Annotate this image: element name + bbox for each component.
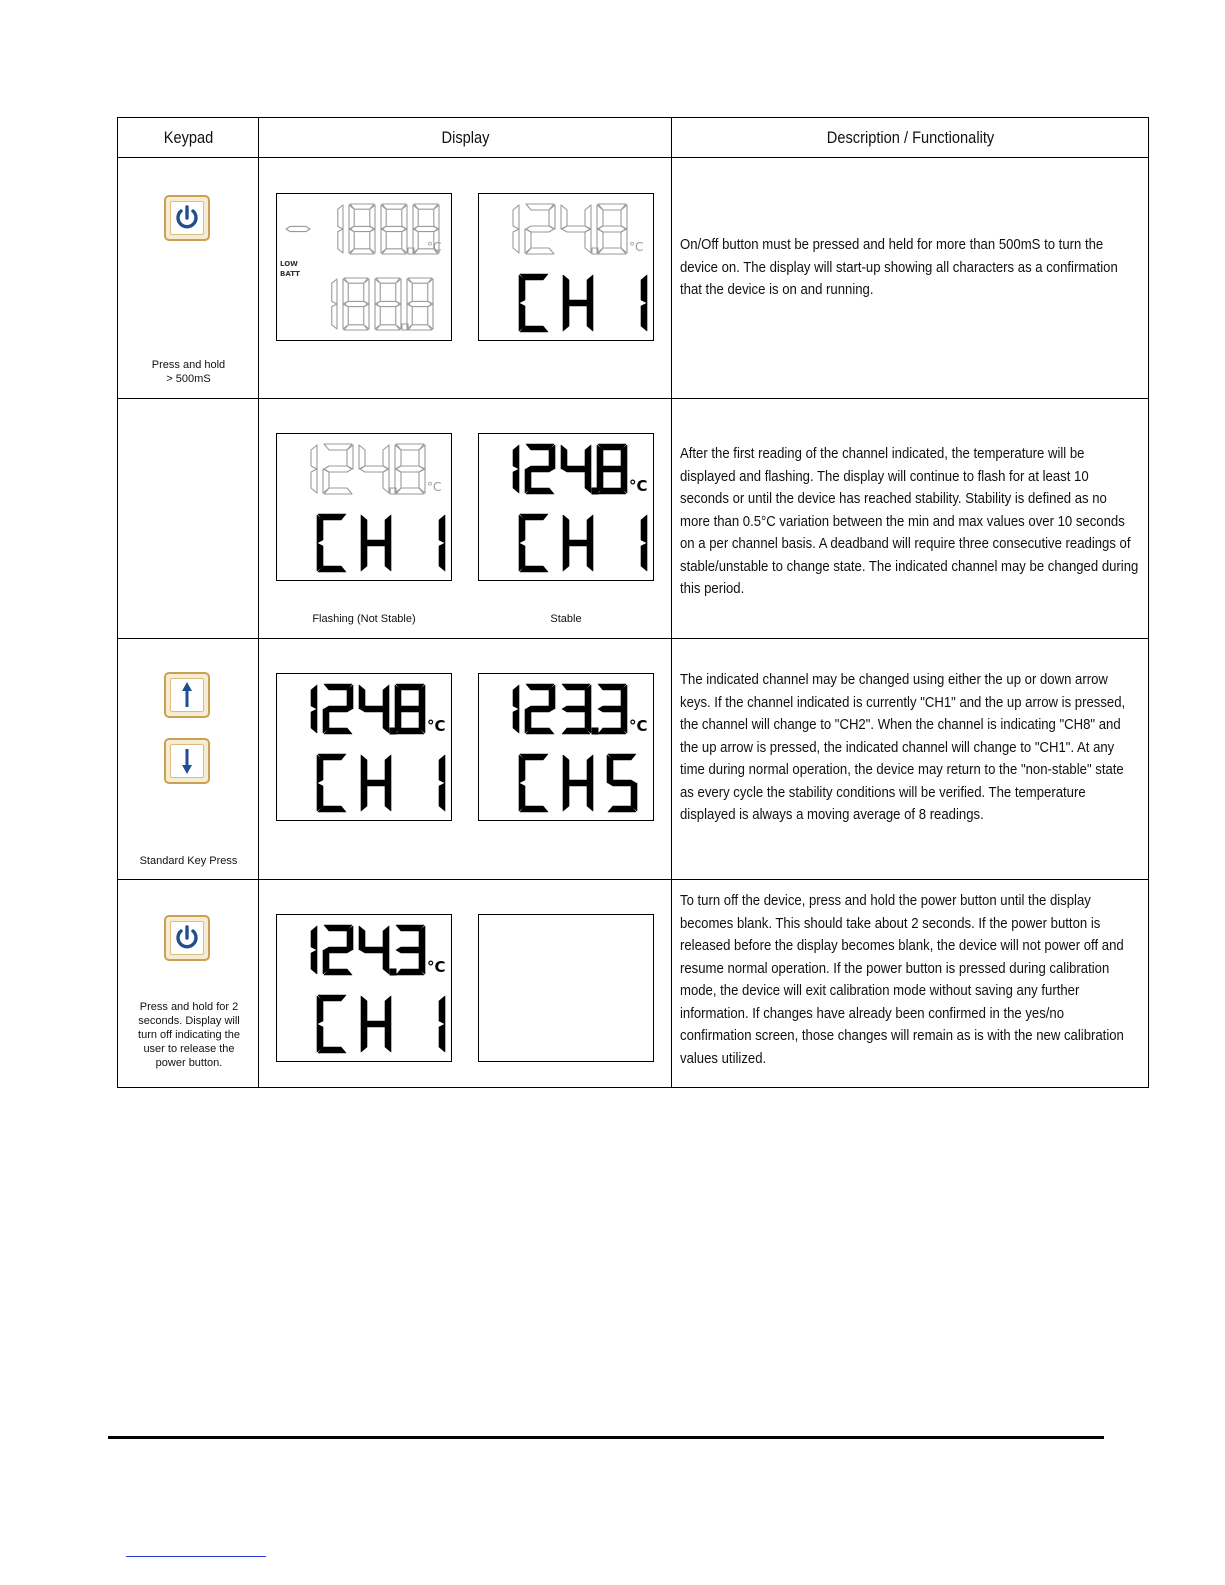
lcd-segment	[608, 780, 636, 786]
footer-link-underline	[126, 1556, 266, 1557]
lcd-segment	[526, 488, 554, 494]
display-cell	[259, 158, 671, 398]
lcd-segment	[439, 543, 445, 571]
lcd-segment	[324, 969, 352, 975]
lcd-segment	[563, 755, 569, 783]
lcd-segment	[361, 783, 367, 811]
lcd-segment	[585, 229, 591, 253]
lcd-segment	[526, 706, 554, 712]
lcd-segment	[324, 706, 352, 712]
lcd-segment	[286, 226, 310, 231]
description-cell	[672, 399, 1148, 638]
description-text: The indicated channel may be changed using either the up or down arrow keys. If the channel indicated is currently "CH1" and the up arrow is pressed, the channel will change to "CH2". When the channel is indicating "CH8" and the up arrow is pressed, the indicated channel will change to "CH1". At any time during normal operation, the device may return to the "non-stable" state as every cycle the stability conditions will be verified. The temperature displayed is always a moving average of 8 readings.	[680, 672, 1126, 823]
low-batt-indicator: BATT	[280, 270, 300, 278]
lcd-segment	[439, 783, 445, 811]
decimal-point	[390, 969, 396, 975]
lcd-segment	[385, 783, 391, 811]
lcd-segment	[587, 275, 593, 303]
lcd-segment	[347, 445, 353, 469]
lcd-segment	[562, 706, 590, 712]
lcd-segment	[564, 300, 592, 306]
lcd-segment	[520, 326, 548, 332]
lcd-segment	[381, 229, 386, 253]
lcd-segment	[396, 947, 424, 953]
lcd-segment	[361, 543, 367, 571]
lcd-segment	[526, 466, 554, 472]
lcd-segments	[479, 194, 655, 342]
lcd-segment	[381, 205, 386, 229]
power-button[interactable]	[164, 915, 210, 961]
lcd-segment	[402, 205, 407, 229]
power-button[interactable]	[164, 195, 210, 241]
unit-label: °C	[629, 477, 648, 495]
lcd-segments	[479, 674, 655, 822]
lcd-segment	[563, 515, 569, 543]
lcd-segment	[376, 301, 400, 306]
lcd-segment	[585, 445, 591, 469]
lcd-segment	[564, 540, 592, 546]
lcd-segment	[641, 515, 647, 543]
lcd-segment	[383, 445, 389, 469]
description-cell	[672, 639, 1148, 879]
lcd-segment	[396, 466, 424, 472]
lcd-segment	[513, 709, 519, 733]
lcd-segment	[385, 543, 391, 571]
key-caption: Press and hold for 2 seconds. Display will turn off indicating the user to release the power button.	[138, 1001, 240, 1069]
lcd-segment	[362, 540, 390, 546]
lcd-segment	[318, 566, 346, 572]
lcd-segment	[608, 806, 636, 812]
description-cell	[672, 880, 1148, 1087]
lcd-segments	[277, 915, 453, 1063]
lcd-segment	[549, 205, 555, 229]
unit-label: °C	[427, 480, 442, 494]
lcd-segment	[318, 1047, 346, 1053]
header-description: Description / Functionality	[705, 118, 1115, 158]
lcd-segment	[413, 205, 418, 229]
lcd-segment	[587, 783, 593, 811]
lcd-segment	[396, 279, 401, 304]
lcd-display	[478, 433, 654, 581]
keypad-cell	[118, 639, 258, 879]
lcd-display	[478, 673, 654, 821]
lcd-segment	[414, 226, 438, 231]
down-arrow-icon	[172, 746, 202, 776]
lcd-segment	[324, 488, 352, 494]
description-text: To turn off the device, press and hold the power button until the display becomes blank. This should take about 2 seconds. If the power button is released before the display becomes blank, the device will not power off and resume normal operation. If the power button is pressed during calibration mode, the device will exit calibration mode without saving any further information. If changes have already been confirmed in the yes/no confirmation screen, those changes will remain as is with the new calibration values utilized.	[680, 893, 1124, 1067]
display-caption-flashing: Flashing (Not Stable)	[312, 613, 416, 625]
lcd-segment	[407, 279, 412, 304]
lcd-display-blank	[478, 914, 654, 1062]
lcd-segment	[343, 279, 348, 304]
lcd-segment	[439, 515, 445, 543]
lcd-segment	[513, 229, 519, 253]
lcd-segments	[479, 434, 655, 582]
description-cell	[672, 158, 1148, 398]
lcd-segment	[597, 205, 603, 229]
lcd-segment	[359, 685, 365, 709]
lcd-segment	[419, 445, 425, 469]
lcd-segment	[375, 279, 380, 304]
lcd-segment	[311, 926, 317, 950]
table-row	[118, 158, 1149, 399]
lcd-segment	[598, 706, 626, 712]
lcd-segment	[311, 950, 317, 974]
down-arrow-button[interactable]	[164, 738, 210, 784]
lcd-segment	[318, 806, 346, 812]
lcd-segment	[641, 275, 647, 303]
decimal-point	[592, 728, 598, 734]
header-keypad: Keypad	[127, 118, 248, 158]
lcd-segment	[332, 304, 337, 329]
lcd-segment	[563, 783, 569, 811]
keypad-cell	[118, 158, 258, 398]
lcd-segment	[598, 728, 626, 734]
lcd-segment	[562, 728, 590, 734]
lcd-segment	[361, 515, 367, 543]
lcd-segment	[362, 1021, 390, 1027]
lcd-segment	[361, 755, 367, 783]
lcd-segment	[359, 445, 365, 469]
lcd-segment	[563, 543, 569, 571]
display-caption-stable: Stable	[550, 613, 582, 625]
lcd-segment	[439, 1024, 445, 1052]
lcd-segment	[311, 685, 317, 709]
lcd-segment	[332, 279, 337, 304]
lcd-segment	[585, 469, 591, 493]
lcd-segment	[513, 469, 519, 493]
low-batt-indicator: LOW	[280, 260, 298, 268]
lcd-segment	[383, 926, 389, 950]
lcd-segment	[587, 303, 593, 331]
footer-rule	[108, 1436, 1104, 1439]
unit-label: °C	[629, 240, 644, 254]
lcd-segments	[277, 194, 453, 342]
lcd-segment	[359, 926, 365, 950]
lcd-segment	[395, 445, 401, 469]
lcd-segment	[526, 248, 554, 254]
key-caption: Standard Key Press	[139, 855, 238, 867]
lcd-segment	[311, 469, 317, 493]
lcd-segment	[385, 996, 391, 1024]
lcd-segment	[311, 445, 317, 469]
lcd-segment	[434, 205, 439, 229]
lcd-segment	[385, 515, 391, 543]
lcd-segment	[587, 515, 593, 543]
lcd-display	[478, 193, 654, 341]
lcd-segment	[344, 301, 368, 306]
lcd-display	[276, 673, 452, 821]
lcd-segment	[349, 229, 354, 253]
lcd-segment	[338, 205, 343, 229]
lcd-segment	[519, 275, 525, 303]
display-cell	[259, 880, 671, 1087]
lcd-segment	[607, 755, 613, 783]
lcd-segment	[439, 755, 445, 783]
table-row	[118, 880, 1149, 1088]
key-caption: Press and hold > 500mS	[151, 359, 226, 385]
lcd-segment	[385, 755, 391, 783]
lcd-segment	[641, 303, 647, 331]
lcd-segment	[350, 226, 374, 231]
lcd-segment	[519, 755, 525, 783]
lcd-segment	[587, 543, 593, 571]
lcd-segment	[360, 947, 388, 953]
lcd-segment	[383, 950, 389, 974]
lcd-display	[276, 193, 452, 341]
lcd-segment	[362, 780, 390, 786]
lcd-segment	[526, 728, 554, 734]
display-cell	[259, 639, 671, 879]
lcd-segment	[587, 755, 593, 783]
lcd-segment	[396, 969, 424, 975]
table-row	[118, 399, 1149, 639]
lcd-segment	[383, 469, 389, 493]
lcd-segment	[338, 229, 343, 253]
lcd-segment	[519, 515, 525, 543]
lcd-segment	[360, 706, 388, 712]
lcd-segment	[513, 205, 519, 229]
lcd-segment	[598, 226, 626, 232]
lcd-segment	[370, 205, 375, 229]
up-arrow-button[interactable]	[164, 672, 210, 718]
lcd-segments	[277, 674, 453, 822]
unit-label: °C	[427, 958, 446, 976]
lcd-segment	[361, 996, 367, 1024]
lcd-segment	[561, 445, 567, 469]
power-icon	[172, 203, 202, 233]
lcd-segment	[396, 706, 424, 712]
description-text: On/Off button must be pressed and held for more than 500mS to turn the device on. The display will start-up showing all characters as a confirmation that the device is on and running.	[680, 237, 1118, 298]
keypad-cell	[118, 399, 258, 638]
lcd-segment	[428, 279, 433, 304]
unit-label: °C	[427, 240, 442, 254]
up-arrow-icon	[172, 680, 202, 710]
power-icon	[172, 923, 202, 953]
lcd-segments	[277, 434, 453, 582]
lcd-segments	[479, 915, 655, 1063]
lcd-segment	[382, 226, 406, 231]
lcd-segment	[361, 1024, 367, 1052]
lcd-segment	[385, 1024, 391, 1052]
lcd-segment	[408, 301, 432, 306]
unit-label: °C	[427, 717, 446, 735]
lcd-segment	[317, 515, 323, 543]
lcd-segment	[324, 728, 352, 734]
lcd-segment	[383, 709, 389, 733]
lcd-segment	[383, 685, 389, 709]
lcd-segment	[324, 947, 352, 953]
lcd-segment	[349, 205, 354, 229]
lcd-segment	[564, 780, 592, 786]
lcd-segment	[520, 566, 548, 572]
lcd-display	[276, 914, 452, 1062]
lcd-segment	[439, 996, 445, 1024]
description-text: After the first reading of the channel indicated, the temperature will be displayed and flashing. The display will continue to flash for at least 10 seconds or until the device has reached stability. Stability is defined as no more than 0.5°C variation between the min and max values over 10 seconds on a per channel basis. A deadband will require three consecutive readings of stable/unstable to change state. The indicated channel may be changed during this period.	[680, 446, 1139, 597]
display-cell	[259, 399, 671, 638]
table-row	[118, 639, 1149, 880]
lcd-segment	[641, 543, 647, 571]
lcd-segment	[311, 709, 317, 733]
lcd-segment	[563, 275, 569, 303]
lcd-segment	[520, 806, 548, 812]
lcd-display	[276, 433, 452, 581]
lcd-segment	[585, 205, 591, 229]
lcd-segment	[513, 685, 519, 709]
lcd-segment	[375, 304, 380, 329]
lcd-segment	[343, 304, 348, 329]
unit-label: °C	[629, 717, 648, 735]
lcd-segment	[563, 303, 569, 331]
lcd-segment	[317, 755, 323, 783]
spec-table	[117, 117, 1149, 1088]
lcd-segment	[317, 996, 323, 1024]
lcd-segment	[513, 445, 519, 469]
lcd-segment	[598, 466, 626, 472]
lcd-segment	[364, 279, 369, 304]
lcd-segment	[621, 205, 627, 229]
lcd-segment	[562, 466, 590, 472]
keypad-cell	[118, 880, 258, 1087]
header-display: Display	[287, 118, 642, 158]
lcd-segment	[561, 205, 567, 229]
